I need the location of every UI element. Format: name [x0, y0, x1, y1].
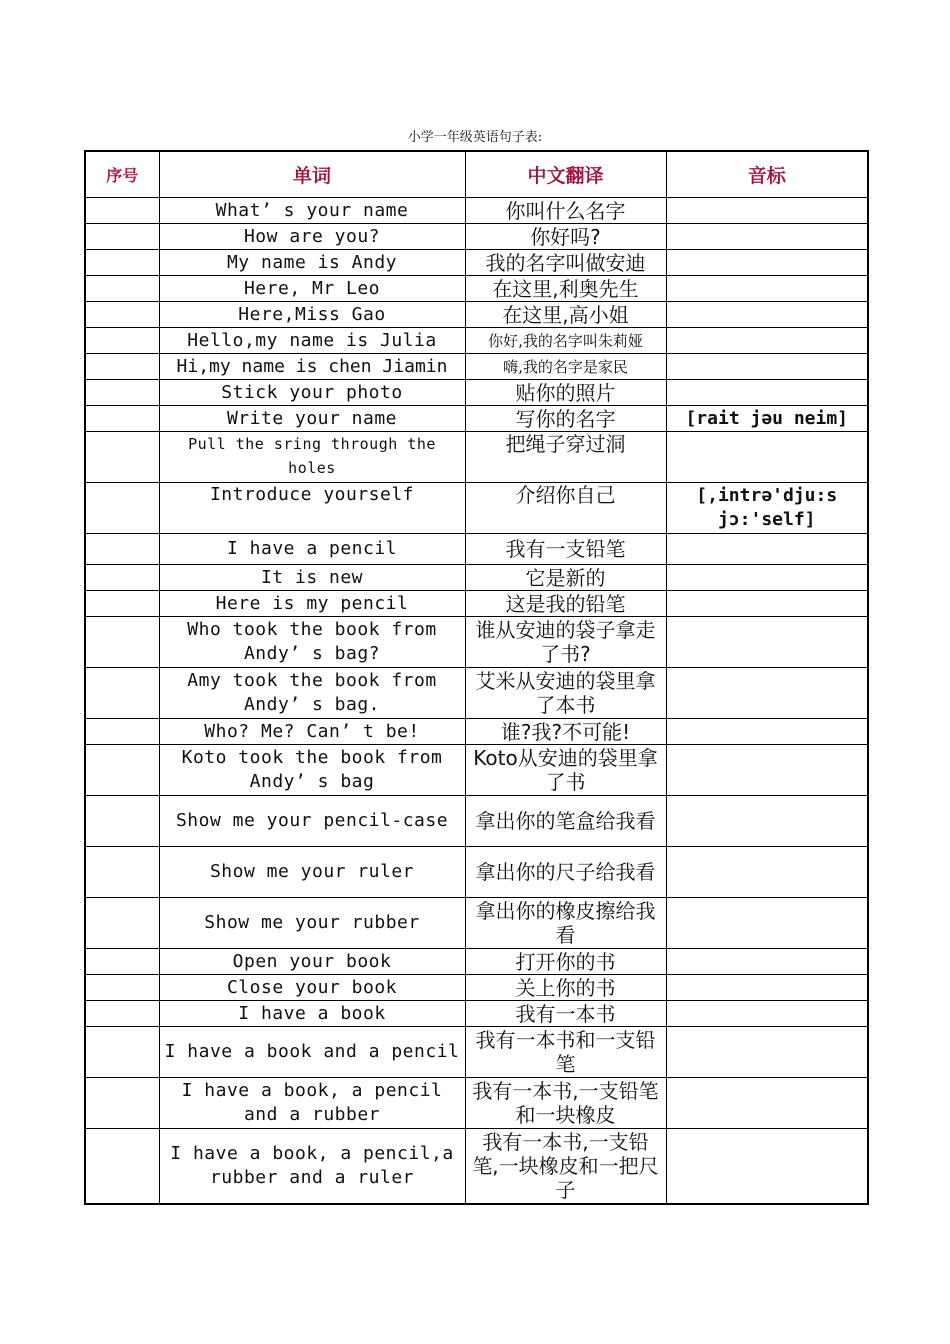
table-row	[85, 796, 868, 847]
row-number-cell	[85, 1001, 159, 1027]
phonetic-cell	[666, 847, 868, 898]
table-row	[85, 432, 868, 483]
chinese-cell: 这是我的铅笔	[465, 591, 666, 617]
english-cell: Stick your photo	[159, 380, 465, 406]
table-row	[85, 328, 868, 354]
table-row	[85, 565, 868, 591]
row-number-cell	[85, 719, 159, 745]
english-cell: I have a pencil	[159, 534, 465, 565]
chinese-cell: 拿出你的尺子给我看	[465, 847, 666, 898]
english-cell: Open your book	[159, 949, 465, 975]
row-number-cell	[85, 591, 159, 617]
row-number-cell	[85, 483, 159, 534]
english-cell: Write your name	[159, 406, 465, 432]
table-row	[85, 380, 868, 406]
table-row	[85, 1129, 868, 1204]
chinese-cell: Koto从安迪的袋里拿了书	[465, 745, 666, 796]
row-number-cell	[85, 198, 159, 224]
row-number-cell	[85, 796, 159, 847]
table-row	[85, 302, 868, 328]
phonetic-cell: [rait jəu neim]	[666, 406, 868, 432]
phonetic-cell	[666, 1129, 868, 1204]
header-translation: 中文翻译	[465, 151, 666, 198]
table-row	[85, 719, 868, 745]
english-cell: Close your book	[159, 975, 465, 1001]
phonetic-cell	[666, 591, 868, 617]
header-number: 序号	[85, 151, 159, 198]
english-cell: Hello,my name is Julia	[159, 328, 465, 354]
phonetic-cell	[666, 328, 868, 354]
row-number-cell	[85, 745, 159, 796]
english-cell: Here, Mr Leo	[159, 276, 465, 302]
row-number-cell	[85, 898, 159, 949]
phonetic-cell: [,intrə'dju:s jɔ:'self]	[666, 483, 868, 534]
chinese-cell: 艾米从安迪的袋里拿了本书	[465, 668, 666, 719]
chinese-cell: 我有一本书,一支铅笔,一块橡皮和一把尺子	[465, 1129, 666, 1204]
english-cell: It is new	[159, 565, 465, 591]
table-row	[85, 354, 868, 380]
english-cell: I have a book and a pencil	[159, 1027, 465, 1078]
row-number-cell	[85, 617, 159, 668]
phonetic-cell	[666, 745, 868, 796]
table-row	[85, 668, 868, 719]
row-number-cell	[85, 975, 159, 1001]
english-cell: How are you?	[159, 224, 465, 250]
row-number-cell	[85, 250, 159, 276]
phonetic-cell	[666, 302, 868, 328]
phonetic-cell	[666, 949, 868, 975]
phonetic-cell	[666, 534, 868, 565]
chinese-cell: 在这里,高小姐	[465, 302, 666, 328]
english-cell: Pull the sring through the holes	[159, 432, 465, 483]
row-number-cell	[85, 354, 159, 380]
chinese-cell: 谁?我?不可能!	[465, 719, 666, 745]
phonetic-cell	[666, 224, 868, 250]
row-number-cell	[85, 534, 159, 565]
row-number-cell	[85, 949, 159, 975]
row-number-cell	[85, 380, 159, 406]
phonetic-cell	[666, 565, 868, 591]
header-word: 单词	[159, 151, 465, 198]
row-number-cell	[85, 224, 159, 250]
chinese-cell: 我有一本书,一支铅笔和一块橡皮	[465, 1078, 666, 1129]
phonetic-cell	[666, 1078, 868, 1129]
row-number-cell	[85, 847, 159, 898]
english-cell: What’ s your name	[159, 198, 465, 224]
phonetic-cell	[666, 975, 868, 1001]
chinese-cell: 它是新的	[465, 565, 666, 591]
table-row	[85, 591, 868, 617]
row-number-cell	[85, 1078, 159, 1129]
phonetic-cell	[666, 796, 868, 847]
table-row	[85, 406, 868, 432]
row-number-cell	[85, 1027, 159, 1078]
row-number-cell	[85, 1129, 159, 1204]
row-number-cell	[85, 565, 159, 591]
row-number-cell	[85, 302, 159, 328]
chinese-cell: 你好,我的名字叫朱莉娅	[465, 328, 666, 354]
chinese-cell: 介绍你自己	[465, 483, 666, 534]
phonetic-cell	[666, 198, 868, 224]
chinese-cell: 拿出你的橡皮擦给我看	[465, 898, 666, 949]
phonetic-cell	[666, 354, 868, 380]
row-number-cell	[85, 432, 159, 483]
phonetic-cell	[666, 432, 868, 483]
english-cell: Hi,my name is chen Jiamin	[159, 354, 465, 380]
table-row	[85, 617, 868, 668]
phonetic-cell	[666, 898, 868, 949]
english-cell: Here is my pencil	[159, 591, 465, 617]
english-cell: I have a book, a pencil,a rubber and a ruler	[159, 1129, 465, 1204]
english-cell: Who took the book from Andy’ s bag?	[159, 617, 465, 668]
table-row	[85, 1027, 868, 1078]
chinese-cell: 拿出你的笔盒给我看	[465, 796, 666, 847]
phonetic-cell	[666, 617, 868, 668]
chinese-cell: 嗨,我的名字是家民	[465, 354, 666, 380]
table-row	[85, 276, 868, 302]
phonetic-cell	[666, 668, 868, 719]
table-row	[85, 975, 868, 1001]
chinese-cell: 打开你的书	[465, 949, 666, 975]
english-cell: Show me your ruler	[159, 847, 465, 898]
table-row	[85, 483, 868, 534]
english-cell: I have a book	[159, 1001, 465, 1027]
english-cell: Show me your pencil-case	[159, 796, 465, 847]
document-title: 小学一年级英语句子表:	[407, 130, 543, 145]
chinese-cell: 我有一本书和一支铅笔	[465, 1027, 666, 1078]
chinese-cell: 贴你的照片	[465, 380, 666, 406]
row-number-cell	[85, 328, 159, 354]
chinese-cell: 我的名字叫做安迪	[465, 250, 666, 276]
table-row	[85, 1078, 868, 1129]
chinese-cell: 关上你的书	[465, 975, 666, 1001]
chinese-cell: 我有一支铅笔	[465, 534, 666, 565]
english-cell: Here,Miss Gao	[159, 302, 465, 328]
table-row	[85, 745, 868, 796]
table-row	[85, 534, 868, 565]
chinese-cell: 我有一本书	[465, 1001, 666, 1027]
row-number-cell	[85, 668, 159, 719]
table-row	[85, 198, 868, 224]
chinese-cell: 写你的名字	[465, 406, 666, 432]
table-row	[85, 898, 868, 949]
phonetic-cell	[666, 276, 868, 302]
table-row	[85, 224, 868, 250]
row-number-cell	[85, 406, 159, 432]
english-cell: Amy took the book from Andy’ s bag.	[159, 668, 465, 719]
english-cell: Introduce yourself	[159, 483, 465, 534]
table-row	[85, 250, 868, 276]
phonetic-cell	[666, 719, 868, 745]
row-number-cell	[85, 276, 159, 302]
phonetic-cell	[666, 380, 868, 406]
chinese-cell: 你叫什么名字	[465, 198, 666, 224]
table-row	[85, 847, 868, 898]
english-cell: Koto took the book from Andy’ s bag	[159, 745, 465, 796]
sentence-table	[84, 150, 869, 1205]
chinese-cell: 把绳子穿过洞	[465, 432, 666, 483]
chinese-cell: 谁从安迪的袋子拿走了书?	[465, 617, 666, 668]
header-phonetic: 音标	[666, 151, 868, 198]
chinese-cell: 你好吗?	[465, 224, 666, 250]
english-cell: My name is Andy	[159, 250, 465, 276]
phonetic-cell	[666, 250, 868, 276]
english-cell: I have a book, a pencil and a rubber	[159, 1078, 465, 1129]
english-cell: Who? Me? Can’ t be!	[159, 719, 465, 745]
phonetic-cell	[666, 1001, 868, 1027]
chinese-cell: 在这里,利奥先生	[465, 276, 666, 302]
table-row	[85, 949, 868, 975]
english-cell: Show me your rubber	[159, 898, 465, 949]
table-row	[85, 1001, 868, 1027]
header-row	[85, 151, 868, 198]
phonetic-cell	[666, 1027, 868, 1078]
